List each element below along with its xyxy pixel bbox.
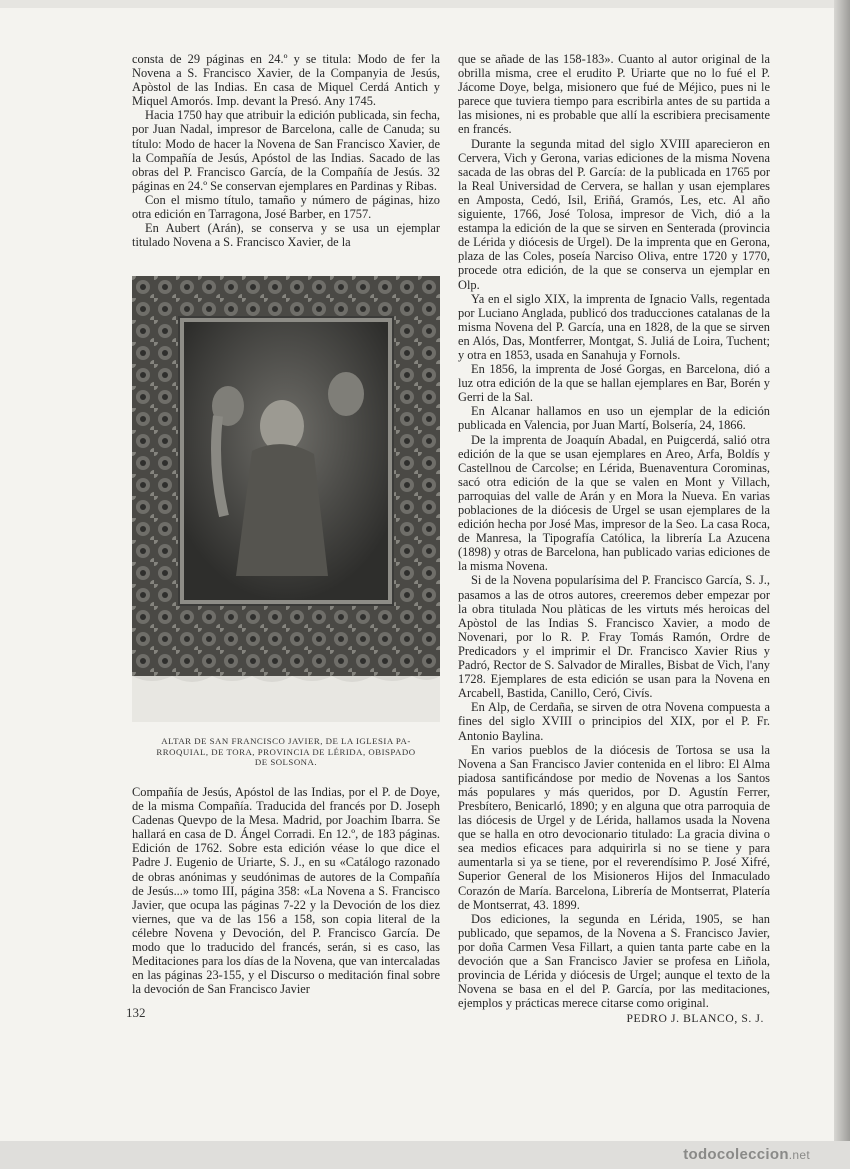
paragraph: Si de la Novena popularísima del P. Francisco García, S. J., pasamos a las de otros autores, creeremos deber empezar por la obra titulada Nou plàticas de les virtuts més heroicas del Apòstol de las Indias S. Francisco Xavier, a modo de Novenari, por lo R. P. Fray Tomás Ramón, Ordre de Predicadors y el imprimir el Dr. Francisco Xavier Rius y Padró, Rector de S. Salvador de Miralles, Bisbat de Vich, l'any 1728. Ejemplares de esta edición se usan para la Novena en Arcabell, Bastida, Canillo, Ceró, Civís. <box>458 573 770 701</box>
paragraph: Compañía de Jesús, Apóstol de las Indias, por el P. de Doye, de la misma Compañía. Traducida del francés por D. Joseph Cadenas Quevpo de la Mesa. Madrid, por Joachim Ibarra. Se hallará en casa de D. Ángel Corradi. En 12.º, de 183 páginas. Edición de 1762. Sobre esta edición véase lo que dice el Padre J. Eugenio de Uriarte, S. J., en su «Catálogo razonado de obras anónimas y seudónimas de autores de la Compañía de Jesús...» tomo III, página 358: «La Novena a S. Francisco Javier, que ocupa las páginas 7-22 y la Devoción de los diez viernes, que va de las 156 a 158, son copia literal de la célebre Novena y Devoción, del P. Francisco García. De modo que lo traducido del francés, serán, si es caso, las Meditaciones para los días de la Novena, que van intercaladas en las páginas 23-155, y el Discurso o meditación final sobre la devoción de San Francisco Javier <box>132 785 440 997</box>
photo-caption <box>132 736 440 768</box>
caption-line: ALTAR DE SAN FRANCISCO JAVIER, DE LA IGLESIA PA- <box>161 736 411 746</box>
footer-bar <box>0 1141 850 1169</box>
caption-line: RROQUIAL, DE TORA, PROVINCIA DE LÉRIDA, OBISPADO <box>156 746 416 757</box>
paragraph: En Alcanar hallamos en uso un ejemplar de la edición publicada en Valencia, por Juan Martí, Bolsería, 24, 1866. <box>458 404 770 433</box>
watermark: todocoleccion.net <box>683 1146 810 1163</box>
paragraph: Dos ediciones, la segunda en Lérida, 1905, se han publicado, que sepamos, de la Novena a S. Francisco Javier, por doña Carmen Vesa Fillart, a quien tanta parte cabe en la devoción que a San Francisco Javier se profesa en Liñola, provincia de Lérida y diócesis de Urgel; aunque el texto de la Novena se basa en el del P. García, por las meditaciones, ejemplos y prácticas merece citarse como original. <box>458 911 770 1011</box>
right-column-text <box>458 52 770 1026</box>
paragraph: Durante la segunda mitad del siglo XVIII aparecieron en Cervera, Vich y Gerona, varias ediciones de la misma Novena sacada de las obras del P. García: de la publicada en 1765 por la Real Universidad de Cervera, se hallan y usan ejemplares en Amposta, Cedó, Isil, Eriñá, Gramós, Les, etc. Al año siguiente, 1766, José Tolosa, impresor de Vich, dió a la estampa la edición de la que se sirven en Senterada (provincia de Lérida y diócesis de Urgel). De la imprenta que en Gerona, plaza de las Coles, poseía Narciso Oliva, entre 1720 y 1770, procede otra edición, de la que se conserva un ejemplar en Olp. <box>458 136 770 292</box>
left-column-bottom-text <box>132 785 440 996</box>
caption-line: DE SOLSONA. <box>254 757 318 768</box>
author-signature: PEDRO J. BLANCO, S. J. <box>626 1012 764 1026</box>
left-column-top-text <box>132 52 440 249</box>
paragraph: Hacia 1750 hay que atribuir la edición publicada, sin fecha, por Juan Nadal, impresor de Barcelona, calle de Canuda; su título: Modo de hacer la Novena de San Francisco Xavier, de la Compañía de Jesús, Apóstol de las Indias. Sacado de las obras del P. Francisco García, de la Compañía de Jesús. 32 páginas en 24.º Se conservan ejemplares en Pardinas y Ribas. <box>132 108 440 193</box>
paragraph: En varios pueblos de la diócesis de Tortosa se usa la Novena a San Francisco Javier contenida en el libro: El Alma piadosa santificándose por medio de Novenas a los Santos más populares y más queridos, por D. Agustín Ferrer, Presbítero, Benicarló, 1890; y en alguna que otra parroquia de las diócesis de Urgel y de Lérida, hallamos usada la Novena que se halla en otro devocionario titulado: La gracia divina o sea medios eficaces para adquirirla si no se tiene y para aumentarla si ya se tiene, por el reverendísimo P. José Xifré, Superior General de los Misioneros Hijos del Inmaculado Corazón de María. Barcelona, Librería de Montserrat, Platería de Montserrat, 43. 1899. <box>458 742 770 912</box>
page-right-edge <box>834 0 850 1169</box>
paragraph: En 1856, la imprenta de José Gorgas, en Barcelona, dió a luz otra edición de la que se hallan ejemplares en Bar, Borén y Gerri de la Sal. <box>458 362 770 405</box>
paragraph: que se añade de las 158-183». Cuanto al autor original de la obrilla misma, cree el erudito P. Uriarte que no lo fué el P. Jácome Doye, belga, misionero que fué de Méjico, pues ni le parece que tuviera tiempo para escribirla antes de su partida a las misiones, ni es probable que allí la escribiera precisamente en francés. <box>458 52 770 137</box>
paragraph: De la imprenta de Joaquín Abadal, en Puigcerdá, salió otra edición de la que se usan ejemplares en Areo, Arfa, Boldís y Castellnou de Carcolse; en Lérida, Buenaventura Corominas, sacó otra edición de la que se valen en Mont y Villach, parroquias del valle de Arán y en Mora la Nueva. En varias poblaciones de la diócesis de Urgel se usan ejemplares de la edición hecha por José Mas, impresor de la Seo. La casa Roca, de Manresa, la Tipografía Católica, la librería La Azucena (1898) y otras de Barcelona, han publicado varias ediciones de la misma Novena. <box>458 432 770 574</box>
altar-photo-image <box>132 276 440 722</box>
paragraph: En Aubert (Arán), se conserva y se usa un ejemplar titulado Novena a S. Francisco Xavier, de la <box>132 221 440 250</box>
paragraph: Con el mismo título, tamaño y número de páginas, hizo otra edición en Tarragona, José Barber, en 1757. <box>132 192 440 222</box>
page-number: 132 <box>126 1005 146 1020</box>
altar-photograph <box>132 276 440 722</box>
page-top-edge <box>0 0 850 8</box>
paragraph: Ya en el siglo XIX, la imprenta de Ignacio Valls, regentada por Luciano Anglada, publicó dos traducciones catalanas de la misma Novena del P. García, una en 1828, de la que se sirven en Alós, Das, Montferrer, Montgat, S. Juliá de Loira, Tuchent; y otra en 1853, usada en Sanahuja y Fornols. <box>458 291 770 362</box>
paragraph: consta de 29 páginas en 24.º y se titula: Modo de fer la Novena a S. Francisco Xavier, de la Companyia de Jesús, Apòstol de las Indias. En casa de Miquel Cerdá Antich y Miquel Amorós. Imp. devant la Presó. Any 1745. <box>132 52 440 109</box>
paragraph: En Alp, de Cerdaña, se sirven de otra Novena compuesta a fines del siglo XVIII o principios del XIX, por el P. Fr. Antonio Baylina. <box>458 700 770 743</box>
